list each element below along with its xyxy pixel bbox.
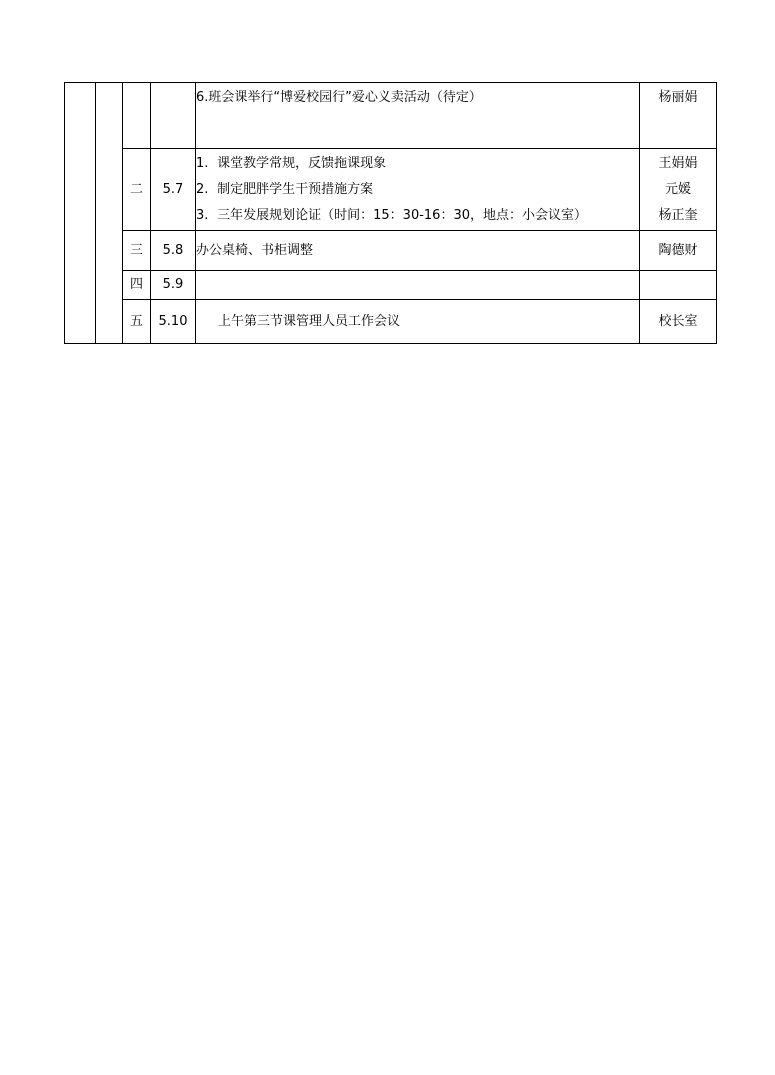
person-name: 校长室 xyxy=(658,313,698,329)
person-cell xyxy=(640,300,717,344)
weekly-schedule-table xyxy=(64,82,717,344)
item-number: 3. xyxy=(196,207,209,223)
weekday-cell: 四 xyxy=(123,271,151,300)
content-cell xyxy=(196,83,640,149)
weekday-cell: 二 xyxy=(123,149,151,231)
person-name: 陶德财 xyxy=(658,242,698,258)
item-number: 2. xyxy=(196,181,209,197)
date-cell xyxy=(151,83,196,149)
date-cell: 5.9 xyxy=(151,271,196,300)
content-item: 上午第三节课管理人员工作会议 xyxy=(218,313,401,329)
person-name: 杨正奎 xyxy=(658,207,698,223)
table-row xyxy=(65,149,717,231)
merged-category-cell xyxy=(65,83,96,344)
weekday-cell: 五 xyxy=(123,300,151,344)
date-cell: 5.8 xyxy=(151,231,196,271)
table-row xyxy=(65,271,717,300)
content-item xyxy=(196,177,639,203)
item-text: 制定肥胖学生干预措施方案 xyxy=(217,181,374,197)
content-item: 6.班会课举行“博爱校园行”爱心义卖活动（待定） xyxy=(196,90,482,105)
content-cell xyxy=(196,300,640,344)
content-cell xyxy=(196,149,640,231)
item-text: 课堂教学常规，反馈拖课现象 xyxy=(217,155,387,171)
person-cell xyxy=(640,271,717,300)
person-cell xyxy=(640,231,717,271)
weekday-cell: 三 xyxy=(123,231,151,271)
person-name: 杨丽娟 xyxy=(658,90,698,105)
person-name: 元媛 xyxy=(664,181,691,197)
date-cell: 5.10 xyxy=(151,300,196,344)
table-row xyxy=(65,231,717,271)
content-item: 办公桌椅、书柜调整 xyxy=(196,242,314,258)
person-name: 王娟娟 xyxy=(658,155,698,171)
person-cell xyxy=(640,149,717,231)
content-cell xyxy=(196,231,640,271)
table-row xyxy=(65,83,717,149)
content-item xyxy=(196,151,639,177)
item-text: 三年发展规划论证（时间：15：30-16：30，地点：小会议室） xyxy=(217,207,587,223)
person-cell xyxy=(640,83,717,149)
table-row xyxy=(65,300,717,344)
content-item xyxy=(196,203,639,229)
content-cell xyxy=(196,271,640,300)
item-number: 1. xyxy=(196,155,209,171)
weekday-cell xyxy=(123,83,151,149)
merged-subcategory-cell xyxy=(96,83,123,344)
date-cell: 5.7 xyxy=(151,149,196,231)
